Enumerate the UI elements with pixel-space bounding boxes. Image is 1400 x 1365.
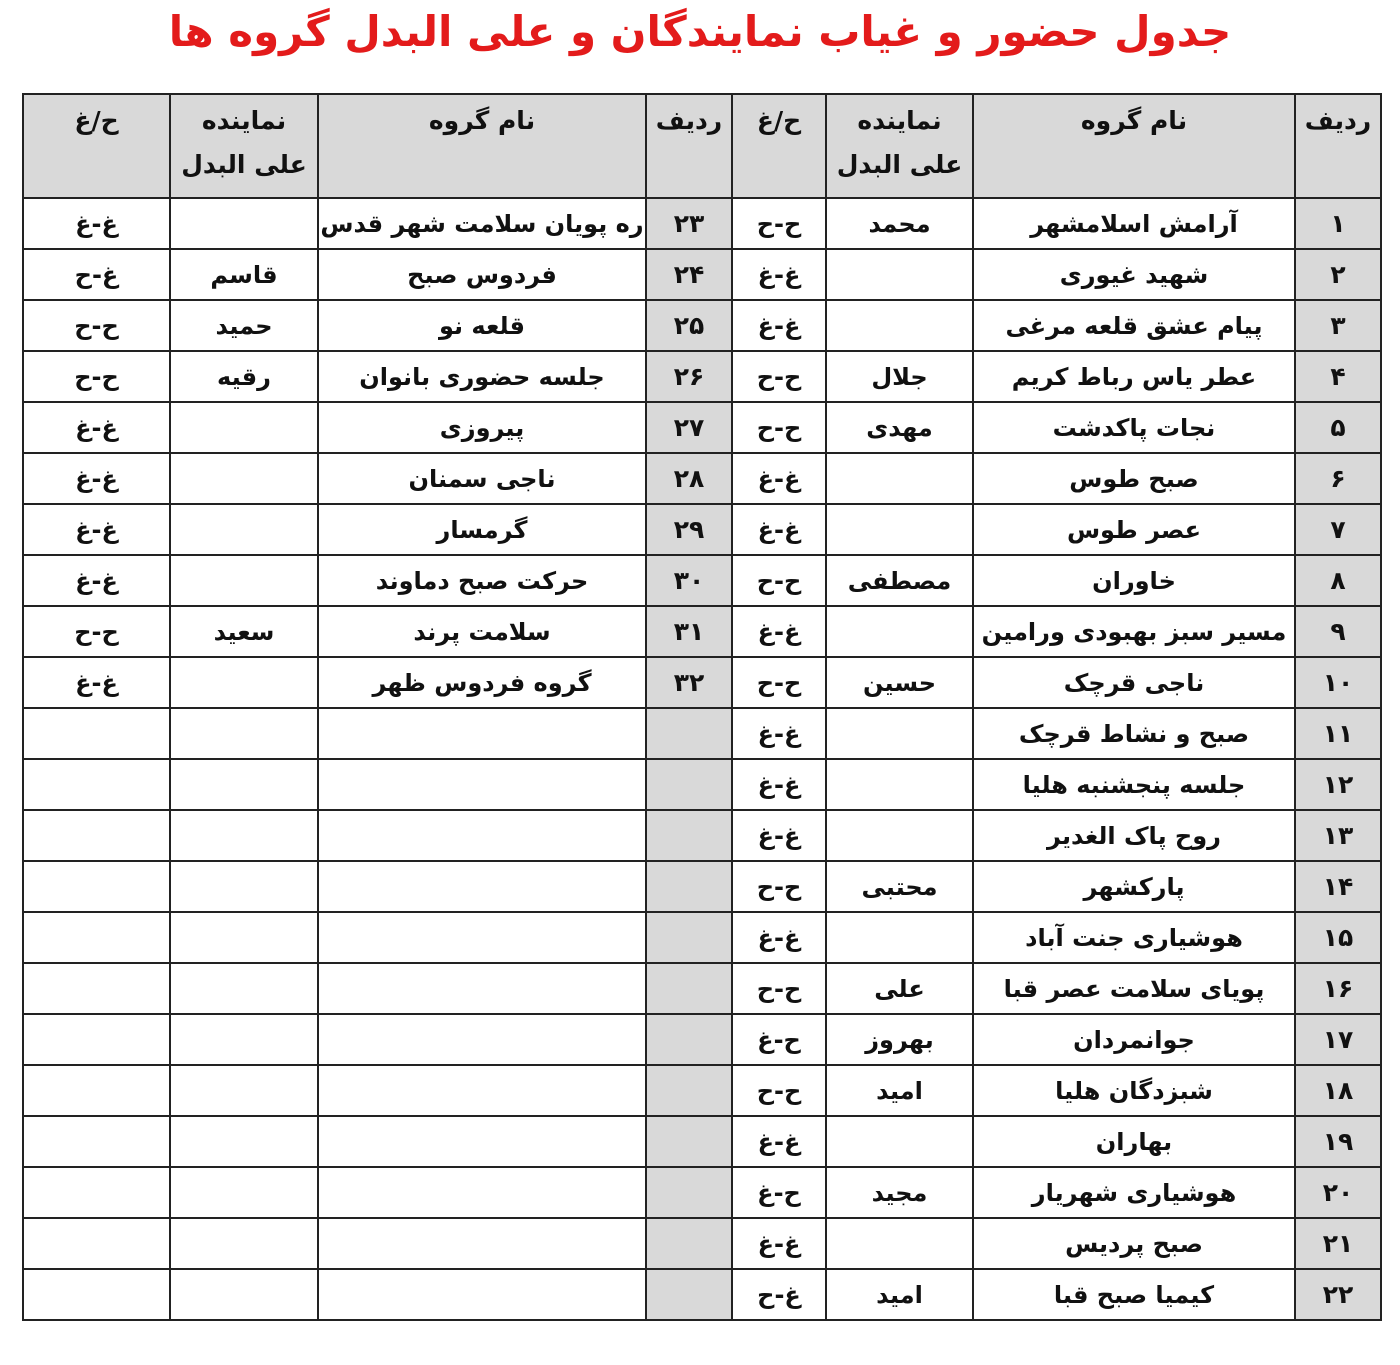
cell-representative <box>170 912 318 963</box>
cell-representative <box>170 1167 318 1218</box>
cell-status: غ-غ <box>732 912 826 963</box>
cell-index: ۱۷ <box>1295 1014 1381 1065</box>
cell-group-name: صبح و نشاط قرچک <box>973 708 1295 759</box>
cell-status <box>23 963 170 1014</box>
cell-representative: رقیه <box>170 351 318 402</box>
cell-group-name: عطر یاس رباط کریم <box>973 351 1295 402</box>
cell-group-name: صبح پردیس <box>973 1218 1295 1269</box>
cell-status: غ-غ <box>23 402 170 453</box>
cell-status <box>23 1218 170 1269</box>
cell-status: ح-ح <box>732 1065 826 1116</box>
cell-status <box>23 708 170 759</box>
cell-index: ۲۶ <box>646 351 732 402</box>
cell-group-name: روح پاک الغدیر <box>973 810 1295 861</box>
cell-representative <box>826 1218 973 1269</box>
cell-group-name: شهید غیوری <box>973 249 1295 300</box>
cell-status: غ-غ <box>732 708 826 759</box>
cell-group-name <box>318 810 646 861</box>
cell-status: غ-غ <box>732 1218 826 1269</box>
cell-group-name: سلامت پرند <box>318 606 646 657</box>
cell-index: ۲۵ <box>646 300 732 351</box>
cell-status: ح-ح <box>732 555 826 606</box>
attendance-table <box>22 93 1382 1321</box>
cell-index: ۲۷ <box>646 402 732 453</box>
cell-representative: بهروز <box>826 1014 973 1065</box>
cell-index <box>646 1218 732 1269</box>
cell-status <box>23 759 170 810</box>
cell-index <box>646 810 732 861</box>
cell-status: ح-ح <box>732 351 826 402</box>
cell-representative: حسین <box>826 657 973 708</box>
header-group-name: نام گروه <box>318 94 646 198</box>
cell-group-name: نجات پاکدشت <box>973 402 1295 453</box>
cell-group-name <box>318 759 646 810</box>
cell-index: ۱۲ <box>1295 759 1381 810</box>
cell-status: ح-ح <box>732 861 826 912</box>
cell-representative: امید <box>826 1269 973 1320</box>
cell-status: ح-ح <box>732 657 826 708</box>
cell-representative: جلال <box>826 351 973 402</box>
cell-status <box>23 912 170 963</box>
cell-status <box>23 1167 170 1218</box>
cell-status <box>23 1116 170 1167</box>
cell-status: غ-ح <box>732 1269 826 1320</box>
header-status: ح/غ <box>23 94 170 198</box>
table-row <box>23 606 1381 657</box>
cell-representative <box>170 1269 318 1320</box>
cell-group-name <box>318 963 646 1014</box>
cell-index: ۱۶ <box>1295 963 1381 1014</box>
cell-group-name: جلسه حضوری بانوان <box>318 351 646 402</box>
cell-group-name: پویای سلامت عصر قبا <box>973 963 1295 1014</box>
cell-index: ۲۸ <box>646 453 732 504</box>
table-row <box>23 1116 1381 1167</box>
cell-status: غ-غ <box>732 300 826 351</box>
cell-group-name <box>318 1269 646 1320</box>
header-index: ردیف <box>646 94 732 198</box>
cell-group-name <box>318 861 646 912</box>
cell-index: ۱۴ <box>1295 861 1381 912</box>
cell-representative <box>170 555 318 606</box>
table-row <box>23 657 1381 708</box>
cell-group-name: کیمیا صبح قبا <box>973 1269 1295 1320</box>
table-row <box>23 453 1381 504</box>
cell-representative: قاسم <box>170 249 318 300</box>
cell-group-name: صبح طوس <box>973 453 1295 504</box>
cell-index: ۳۰ <box>646 555 732 606</box>
table-row <box>23 810 1381 861</box>
cell-representative <box>826 453 973 504</box>
header-representative-line1: نماینده <box>201 106 287 135</box>
cell-representative: حمید <box>170 300 318 351</box>
cell-status: غ-غ <box>23 198 170 249</box>
table-row <box>23 504 1381 555</box>
cell-index <box>646 708 732 759</box>
cell-group-name: عصر طوس <box>973 504 1295 555</box>
cell-status: غ-غ <box>732 1116 826 1167</box>
header-group-name: نام گروه <box>973 94 1295 198</box>
cell-group-name: جوانمردان <box>973 1014 1295 1065</box>
cell-representative <box>826 300 973 351</box>
cell-group-name: مسیر سبز بهبودی ورامین <box>973 606 1295 657</box>
cell-representative: مصطفی <box>826 555 973 606</box>
table-row <box>23 1167 1381 1218</box>
cell-group-name: خاوران <box>973 555 1295 606</box>
table-row <box>23 759 1381 810</box>
table-row <box>23 300 1381 351</box>
cell-group-name: گروه فردوس ظهر <box>318 657 646 708</box>
cell-group-name: حرکت صبح دماوند <box>318 555 646 606</box>
cell-group-name: بهاران <box>973 1116 1295 1167</box>
header-index: ردیف <box>1295 94 1381 198</box>
cell-representative: مهدی <box>826 402 973 453</box>
cell-index <box>646 1116 732 1167</box>
table-row <box>23 1065 1381 1116</box>
cell-status: غ-غ <box>23 504 170 555</box>
cell-group-name <box>318 1116 646 1167</box>
cell-status: ح-غ <box>732 1167 826 1218</box>
cell-representative <box>170 963 318 1014</box>
cell-status: ح-ح <box>732 963 826 1014</box>
cell-representative: محمد <box>826 198 973 249</box>
cell-group-name: ناجی قرچک <box>973 657 1295 708</box>
cell-status <box>23 1269 170 1320</box>
cell-group-name: هوشیاری جنت آباد <box>973 912 1295 963</box>
cell-representative <box>170 1116 318 1167</box>
table-row <box>23 555 1381 606</box>
cell-group-name <box>318 708 646 759</box>
cell-representative <box>826 912 973 963</box>
cell-group-name: جلسه پنجشنبه هلیا <box>973 759 1295 810</box>
cell-index: ۵ <box>1295 402 1381 453</box>
cell-index: ۱۳ <box>1295 810 1381 861</box>
cell-representative <box>826 810 973 861</box>
cell-group-name: گرمسار <box>318 504 646 555</box>
cell-representative <box>826 1116 973 1167</box>
cell-representative <box>170 453 318 504</box>
cell-status: غ-غ <box>732 759 826 810</box>
cell-index: ۲۳ <box>646 198 732 249</box>
cell-representative <box>826 504 973 555</box>
table-row <box>23 198 1381 249</box>
cell-index: ۹ <box>1295 606 1381 657</box>
cell-representative <box>170 504 318 555</box>
cell-representative <box>170 861 318 912</box>
cell-representative <box>826 759 973 810</box>
cell-representative: علی <box>826 963 973 1014</box>
table-row <box>23 1269 1381 1320</box>
cell-index: ۱۱ <box>1295 708 1381 759</box>
cell-status: ح-غ <box>732 1014 826 1065</box>
cell-group-name <box>318 1065 646 1116</box>
cell-status: غ-غ <box>23 555 170 606</box>
cell-group-name: ره پویان سلامت شهر قدس <box>318 198 646 249</box>
cell-group-name: شبزدگان هلیا <box>973 1065 1295 1116</box>
cell-index: ۱۹ <box>1295 1116 1381 1167</box>
header-representative-line2: علی البدل <box>836 150 963 179</box>
cell-group-name: فردوس صبح <box>318 249 646 300</box>
cell-status: غ-غ <box>23 453 170 504</box>
table-row <box>23 351 1381 402</box>
cell-index: ۲۰ <box>1295 1167 1381 1218</box>
cell-representative <box>170 1014 318 1065</box>
cell-status: ح-ح <box>23 351 170 402</box>
cell-status: غ-غ <box>732 249 826 300</box>
cell-status: ح-ح <box>732 198 826 249</box>
cell-representative: مجید <box>826 1167 973 1218</box>
cell-group-name <box>318 1218 646 1269</box>
cell-index: ۱۸ <box>1295 1065 1381 1116</box>
cell-representative <box>170 402 318 453</box>
cell-status: غ-غ <box>23 657 170 708</box>
cell-group-name: پارکشهر <box>973 861 1295 912</box>
header-representative-line1: نماینده <box>857 106 942 135</box>
cell-representative <box>170 1218 318 1269</box>
document-title: جدول حضور و غیاب نمایندگان و علی البدل گروه ها <box>168 7 1232 56</box>
table-row <box>23 1014 1381 1065</box>
header-status: ح/غ <box>732 94 826 198</box>
cell-representative: محتبی <box>826 861 973 912</box>
header-representative <box>826 94 973 198</box>
header-representative <box>170 94 318 198</box>
cell-group-name: پیروزی <box>318 402 646 453</box>
cell-status: ح-ح <box>23 606 170 657</box>
cell-index: ۲۲ <box>1295 1269 1381 1320</box>
cell-status: غ-غ <box>732 504 826 555</box>
cell-group-name: آرامش اسلامشهر <box>973 198 1295 249</box>
cell-index: ۲۹ <box>646 504 732 555</box>
cell-representative <box>826 606 973 657</box>
cell-index: ۴ <box>1295 351 1381 402</box>
cell-index: ۳۱ <box>646 606 732 657</box>
cell-index <box>646 1269 732 1320</box>
cell-group-name <box>318 1014 646 1065</box>
cell-index <box>646 861 732 912</box>
cell-status <box>23 1014 170 1065</box>
cell-index <box>646 759 732 810</box>
cell-group-name: قلعه نو <box>318 300 646 351</box>
cell-status <box>23 861 170 912</box>
cell-representative <box>826 249 973 300</box>
cell-representative: امید <box>826 1065 973 1116</box>
cell-status <box>23 1065 170 1116</box>
table-row <box>23 912 1381 963</box>
table-row <box>23 402 1381 453</box>
cell-index: ۱۵ <box>1295 912 1381 963</box>
cell-representative <box>170 1065 318 1116</box>
cell-group-name: ناجی سمنان <box>318 453 646 504</box>
cell-status <box>23 810 170 861</box>
cell-index: ۶ <box>1295 453 1381 504</box>
cell-index: ۳ <box>1295 300 1381 351</box>
cell-status: غ-غ <box>732 606 826 657</box>
cell-index <box>646 1167 732 1218</box>
cell-index <box>646 912 732 963</box>
cell-index <box>646 1014 732 1065</box>
table-row <box>23 1218 1381 1269</box>
cell-index: ۲ <box>1295 249 1381 300</box>
table-body <box>23 198 1381 1320</box>
table-header-row <box>23 94 1381 198</box>
table-row <box>23 963 1381 1014</box>
cell-status: غ-ح <box>23 249 170 300</box>
cell-index: ۸ <box>1295 555 1381 606</box>
cell-representative <box>170 759 318 810</box>
table-row <box>23 708 1381 759</box>
cell-index: ۷ <box>1295 504 1381 555</box>
cell-representative <box>170 657 318 708</box>
cell-index <box>646 1065 732 1116</box>
cell-representative <box>170 810 318 861</box>
cell-group-name <box>318 1167 646 1218</box>
cell-status: ح-ح <box>732 402 826 453</box>
cell-status: غ-غ <box>732 810 826 861</box>
cell-index <box>646 963 732 1014</box>
cell-group-name: هوشیاری شهریار <box>973 1167 1295 1218</box>
cell-group-name <box>318 912 646 963</box>
cell-index: ۱۰ <box>1295 657 1381 708</box>
table-row <box>23 249 1381 300</box>
cell-representative <box>826 708 973 759</box>
cell-status: غ-غ <box>732 453 826 504</box>
cell-group-name: پیام عشق قلعه مرغی <box>973 300 1295 351</box>
cell-index: ۱ <box>1295 198 1381 249</box>
cell-index: ۳۲ <box>646 657 732 708</box>
cell-representative <box>170 198 318 249</box>
header-representative-line2: علی البدل <box>181 150 307 179</box>
cell-index: ۲۴ <box>646 249 732 300</box>
cell-representative <box>170 708 318 759</box>
table-row <box>23 861 1381 912</box>
cell-representative: سعید <box>170 606 318 657</box>
cell-status: ح-ح <box>23 300 170 351</box>
cell-index: ۲۱ <box>1295 1218 1381 1269</box>
